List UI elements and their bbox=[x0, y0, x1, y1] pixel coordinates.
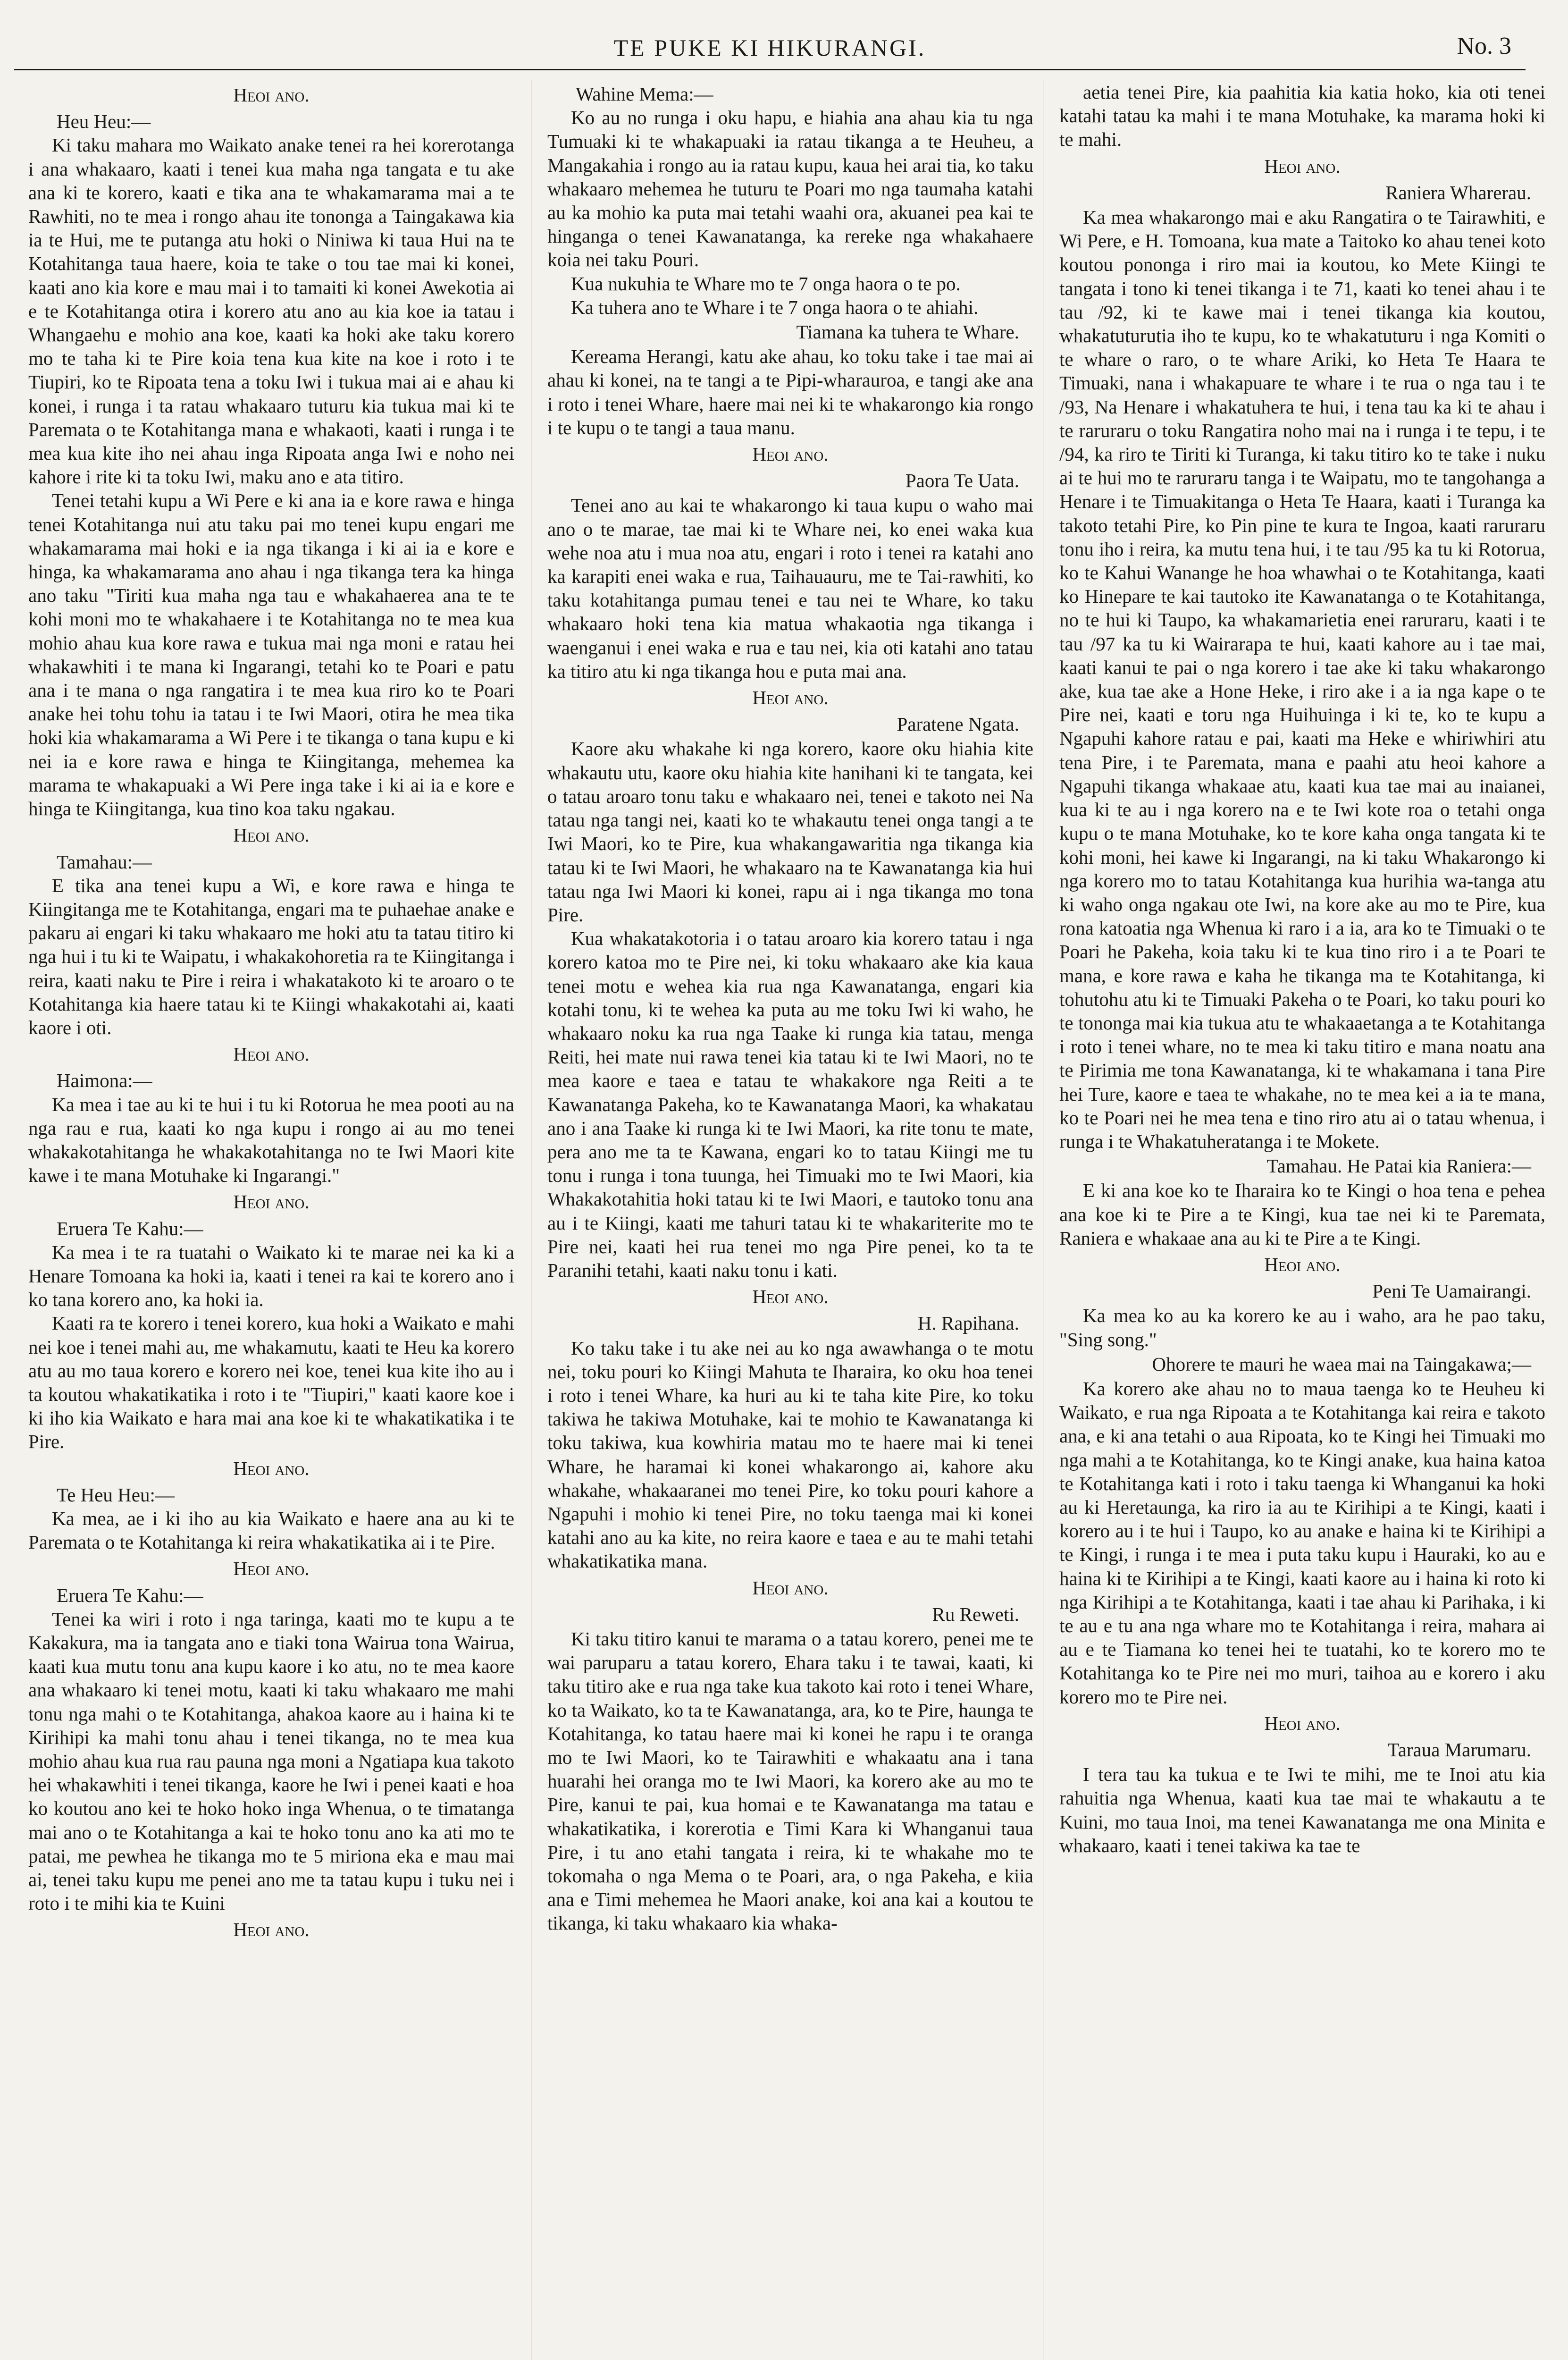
section-end-heading: Heoi ano. bbox=[752, 443, 829, 465]
section-end-heading: Heoi ano. bbox=[233, 1558, 310, 1580]
paragraph: aetia tenei Pire, kia paahitia kia katia hoko, kia oti tenei katahi tatau ka mahi i te mana Motuhake, ka marama hoki ki te mahi. bbox=[1059, 81, 1545, 151]
speaker-name: Wahine Mema:— bbox=[576, 83, 713, 105]
paragraph: Kereama Herangi, katu ake ahau, ko toku take i tae mai ai ahau ki konei, na te tangi a te Pipi-wharauroa, e tangi ake ana i roto i tenei Whare, haere mai nei ki te whakarongo kia rongo i te kupu o te tangi a taua manu. bbox=[547, 346, 1033, 438]
speaker-name: Te Heu Heu:— bbox=[57, 1483, 175, 1506]
speaker-signature: Ru Reweti. bbox=[932, 1603, 1019, 1625]
section-end-heading: Heoi ano. bbox=[233, 1191, 310, 1213]
column-2 bbox=[547, 80, 1033, 1935]
paragraph: E tika ana tenei kupu a Wi, e kore rawa e hinga te Kiingitanga me te Kotahitanga, engari ma te puhaehae anake e pakaru ai engari ki taku whakaaro me hoki atu ta tatau titiro ki nga hui i tu ki te Waipatu, i whakakohoretia ra te Kiingitanga i reira, kaati naku te Pire i reira i whakatakoto ki te aroaro o te Kotahitanga kia haere tatau ki te Kiingi whakakotahi ai, kaati kaore i oti. bbox=[28, 874, 514, 1038]
paragraph: Ki taku titiro kanui te marama o a tatau korero, penei me te wai paruparu a tatau korero, Ehara taku i te tawai, kaati, ki taku titiro ake e rua nga take kua takoto kai roto i tenei Whare, ko ta Waikato, ko ta te Kawanatanga, ara, ko te Pire, haunga te Kotahitanga, ko tatau haere mai ki konei he rapu i te oranga mo te Iwi Maori, ko te Tairawhiti e whakaatu ana i tana huarahi hei oranga mo te Iwi Maori, ka korero ake au mo te Pire, kanui te pai, kua homai e te Kawanatanga ma tatau e whakatikatika, i korerotia e Timi Kara ki Whanganui taua Pire, i tu ano etahi tangata i reira, ki te whakahe mo te tokomaha o nga Mema o te Poari, ara, o nga Pakeha, e kiia ana e Timi mehemea he Maori anake, koi ana kai a koutou te tikanga, ki taku whakaaro kia whaka- bbox=[547, 1628, 1033, 1934]
speaker-signature: Tiamana ka tuhera te Whare. bbox=[796, 321, 1019, 343]
paragraph: Ka mea, ae i ki iho au kia Waikato e haere ana au ki te Paremata o te Kotahitanga ki reira whakatikatika ai i te Pire. bbox=[28, 1507, 514, 1553]
speaker-signature: Tamahau. He Patai kia Raniera:— bbox=[1266, 1155, 1531, 1177]
paragraph: Ka tuhera ano te Whare i te 7 onga haora o te ahiahi. bbox=[571, 296, 979, 318]
speaker-signature: H. Rapihana. bbox=[917, 1312, 1019, 1334]
paragraph: Tenei tetahi kupu a Wi Pere e ki ana ia e kore rawa e hinga tenei Kotahitanga nui atu taku pai mo tenei kupu engari me whakamarama mai hoki e ia nga tikanga i ki ai ia e kore e hinga, ka whakamarama ano ahau i nga tikanga tera ka hinga ano taku "Tiriti kua maha nga tau e whakahaerea ana te te kohi moni mo te whakahaere i te Kotahitanga no te mea kua mohio ahau kua kore rawa e tukua mai nga moni e ratau hei whakawhiti i te mana ki Ingarangi, tetahi ko te Poari e patu ana i te mana o nga rangatira i te mea kua riro ko te Poari anake hei tohu tohu ia tatau i te Iwi Maori, otira he mea tika hoki kia whakamarama a Wi Pere i te tikanga o tana kupu e ki nei ia e kore rawa e hinga te Kiingitanga, mehemea ka marama te whakapuaki a Wi Pere inga take i ki ai ia e kore e hinga te Kiingitanga, kua tino koa taku ngakau. bbox=[28, 489, 514, 820]
section-end-heading: Heoi ano. bbox=[233, 84, 310, 106]
paragraph: Kaati ra te korero i tenei korero, kua hoki a Waikato e mahi nei koe i tenei mahi au, me whakamutu, kaati te Heu ka korero atu au mo taua korero e korero nei koe, tenei kua kite iho au i ta koutou whakatikatika i roto i te "Tiupiri," kaati kaore koe i ki iho kia Waikato e hara mai ana koe ki te whakatikatika i te Pire. bbox=[28, 1312, 514, 1453]
paragraph: Ka mea i tae au ki te hui i tu ki Rotorua he mea pooti au na nga rau e rua, kaati ko nga kupu i rongo ai au mo tenei whakakotahitanga he whakakotahitanga no te Iwi Maori kite kawe i te mana Motuhake ki Ingarangi." bbox=[28, 1093, 514, 1187]
section-end-heading: Heoi ano. bbox=[233, 824, 310, 846]
paragraph: Kua nukuhia te Whare mo te 7 onga haora o te po. bbox=[571, 272, 961, 295]
section-end-heading: Heoi ano. bbox=[1264, 1253, 1341, 1275]
issue-number: No. 3 bbox=[1457, 33, 1511, 59]
paragraph: Kaore aku whakahe ki nga korero, kaore oku hiahia kite whakautu utu, kaore oku hiahia kite hanihani ki te tangata, kei o tatau aroaro tonu taku e whakaaro nei, tenei e takoto nei Na tatau nga tangi nei, kaati ko te whakautu tenei onga tangi a te Iwi Maori, ko te Pire, kua whakangawaritia nga tikanga kia tatau ki te Iwi Maori, he whakaaro na te Kawanatanga kia hui tatau nga Iwi Maori ki konei, rapu ai i nga tikanga mo tona Pire. bbox=[547, 738, 1033, 926]
paragraph: Kua whakatakotoria i o tatau aroaro kia korero tatau i nga korero katoa mo te Pire nei, ki toku whakaaro ake kia kaua tenei motu e wehea kia rua nga Kawanatanga, engari kia kotahi tonu, ki te wehea ka puta au me toku Iwi ki waho, he whakaaro noku ka rua nga Taake ki runga kia tatau, menga Reiti, hei mate nui rawa tenei kia tatau ki te Iwi Maori, no te mea kaore e taea e tatau te whakakore nga Reiti a te Kawanatanga Pakeha, ko te Kawanatanga Maori, ka whakatau ano i ana Taake ki runga ki te Iwi Maori, ka rite tonu te mate, pera ano me ta te Kawana, engari ko to tatau Kiingi me tu tonu i runga i tona tuunga, hei Timuaki mo te Iwi Maori, kia Whakakotahitia hoki tatau ki te Iwi Maori, e tautoko tonu ana au i te Kiingi, kaati me tahuri tatau ki te whakariterite mo te Pire nei, kaati hei rua tenei mo nga Pire penei, ko ta te Paranihi tetahi, kaati naku tonu i kati. bbox=[547, 927, 1033, 1281]
speaker-name: Tamahau:— bbox=[57, 851, 152, 873]
speaker-signature: Peni Te Uamairangi. bbox=[1372, 1280, 1531, 1302]
speaker-signature: Ohorere te mauri he waea mai na Taingakawa;— bbox=[1152, 1353, 1531, 1375]
section-end-heading: Heoi ano. bbox=[1264, 1712, 1341, 1734]
paragraph: Ka mea whakarongo mai e aku Rangatira o te Tairawhiti, e Wi Pere, e H. Tomoana, kua mate a Taitoko ko ahau tenei koto koutou pononga i riro mai ia koutou, ko Mete Kiingi te tangata i tono ki tenei tikanga i te 71, kaati ko tenei ahau i te tau /92, ki te kawe mai i tenei tikanga kia koutou, whakatuturutia iho te kupu, ko te whakatuturu i nga Komiti o te whare o raro, o te whare Ariki, ko Heta Te Haara te Timuaki, nana i whakapuare te whare i te rua o nga tau i te /93, Na Henare i whakatuhera te hui, i tena tau ka ki te ahau i te raruraru o toku Rangatira noho mai na i runga i te tepu, i te /94, ka riro te Tiriti ki Turanga, ki taku titiro ko te take i nuku ai te hui mo te raruraru tanga i te Waipatu, mo te tangohanga a Henare i te Timuakitanga o Heta Te Haara, kaati i Turanga ka takoto tetahi Pire, ko Pin pine te kura te Ingoa, kaati raruraru tonu iho i reira, ka mutu tena hui, i te tau /95 ka tu ki Rotorua, ko te Kahui Wanange he hoa whawhai o te Kotahitanga, kaati ko Hinepare te kai tautoko ite Kawanatanga o te Kotahitanga, no te hui ki Taupo, ka whakamarietia enei raruraru, kaati i te tau /97 ka tu ki Wairarapa te hui, kaati kahore au i tae mai, kaati kanui te pai o nga korero i tae ake ki taku whakarongo ake, kua tae ake a Hone Heke, i riro ake i a ia nga kape o te Pire nei, kaati e toru nga Huihuinga i ki te, ko te kupu a Ngapuhi kahore ratau e pai, kaati ma Heke e whiriwhiri atu tena Pire, i te Paremata, mana e paahi atu heoi kahore a Ngapuhi tikanga whakaae atu, kaati kua tae mai au inaianei, kua ki te au i nga korero na e te Iwi kote roa o tetahi onga kupu o te mana Motuhake, ko te kore kaha onga tangata ki te kohi moni, hei kawe ki Ingarangi, na ki taku Whakarongo ki nga korero mo to tatau Kotahitanga kua hurihia wa-tanga atu ki waho onga ngakau ote Iwi, na kore ake au mo te Pire, kua rona katoatia nga Whenua ki raro i a ia, ara ko te Timuaki o te Poari he Pakeha, koia taku ki te kua tino riro i a te Poari te mana, e kore rawa e kaha he tikanga ma te Kotahitanga, ki tohutohu atu ki te Timuaki Pakeha o te Poari, ko taku pouri ko te tononga mai kia tukua atu te whakaaetanga a te Kotahitanga i roto i tenei whare, no te mea ki taku titiro e mana noatu ana te Pirimia me tona Kawanatanga, ki te whakamana i tana Pire hei Ture, kaore e taea te whakahe, no te mea kei a ia te mana, ko te Poari nei he mea tena e tino riro atu ai o tatau whenua, i runga i te Whakatuheratanga i te Mokete. bbox=[1059, 206, 1545, 1152]
section-end-heading: Heoi ano. bbox=[752, 1286, 829, 1308]
masthead-title: TE PUKE KI HIKURANGI. bbox=[613, 34, 926, 61]
speaker-signature: Paratene Ngata. bbox=[897, 713, 1019, 735]
speaker-name: Eruera Te Kahu:— bbox=[57, 1217, 203, 1239]
column-1 bbox=[28, 80, 514, 1945]
section-end-heading: Heoi ano. bbox=[1264, 155, 1341, 177]
speaker-signature: Paora Te Uata. bbox=[905, 470, 1019, 492]
section-end-heading: Heoi ano. bbox=[752, 1576, 829, 1599]
section-end-heading: Heoi ano. bbox=[752, 687, 829, 709]
paragraph: Ka korero ake ahau no to maua taenga ko te Heuheu ki Waikato, e rua nga Ripoata a te Kotahitanga kai reira e takoto ana, e ki ana tetahi o aua Ripoata, ko te Kingi hei Timuaki mo nga mahi a te Kotahitanga, ko te Kingi anake, kua haina katoa te Kotahitanga kati i roto i taku taenga ki Whanganui ka hoki au ki Heretaunga, ka riro ia au te Kirihipi a te Kingi, kaati i korero au i te hui i Taupo, ko au anake e haina ki te Kirihipi a te Kingi, i runga i te mea i puta taku kupu i Hauraki, ko au e haina ki te Kirihipi a te Kingi, kaati kaore au i haina ki roto ki nga Kirihipi a te Kotahitanga, kaati i tae ahau ki Parihaka, i ki te au e tu ana nga whare mo te Kotahitanga i reira, mahara ai au e te Tiamana ko tenei hei te tuatahi, ko te korero mo te Kotahitanga ko te Pire nei mo muri, taihoa au e korero i aku korero mo te Pire nei. bbox=[1059, 1377, 1545, 1708]
column-3 bbox=[1059, 80, 1545, 1857]
speaker-signature: Taraua Marumaru. bbox=[1387, 1739, 1531, 1761]
paragraph: Ki taku mahara mo Waikato anake tenei ra hei korerotanga i ana whakaaro, kaati i tenei kua maha nga tangata e tu ake ana ki te korero, kaati e tika ana te whakamarama mai a te Rawhiti, no te mea i rongo ahau ite tononga a Taingakawa kia ia te Hui, me te putanga atu hoki o Niniwa ki taua Hui na te Kotahitanga taua haere, koia te take o tou tae mai ki konei, kaati ano kia kore e mau mai i to tamaiti ki konei Awekotia ai e te Kotahitanga otira i korero atu ano au kia koe ia tatau i Whangaehu e mohio ana koe, kaati ka hoki ake taku korero mo te taha ki te Pire koia tena kua kite na koe i roto i te Tiupiri, ko te Ripoata tena a toku Iwi i tukua mai ai e ahau ki konei, i runga i ta ratau whakaaro tuturu kia tukua mai ki te Paremata o te Kotahitanga mana e whakaoti, kaati i runga i te mea kua kite iho nei ahau inga Ripoata anga Iwi e noho nei kahore i rite ki ta toku Iwi, maku ano e ata titiro. bbox=[28, 134, 514, 488]
paragraph: Tenei ano au kai te whakarongo ki taua kupu o waho mai ano o te marae, tae mai ki te Whare nei, ko enei waka kua wehe noa atu i mua noa atu, engari i roto i tenei ra katahi ano ka karapiti enei waka e rua, Taihauauru, me te Tai-rawhiti, ko taku kotahitanga pumau tenei e tau nei te Whare, ko taku whakaaro hoki tena kia matua whakaotia nga tikanga i waenganui i enei waka e rua e tau nei, kia oti katahi ano tatau ka titiro atu ki nga tikanga hou e puta mai ana. bbox=[547, 494, 1033, 682]
speaker-signature: Raniera Wharerau. bbox=[1385, 181, 1531, 203]
paragraph: I tera tau ka tukua e te Iwi te mihi, me te Inoi atu kia rahuitia nga Whenua, kaati kua tae mai te whakautu a te Kuini, mo taua Inoi, ma tenei Kawanatanga me ona Minita e whakaaro, kaati i tenei takiwa ka tae te bbox=[1059, 1763, 1545, 1856]
section-end-heading: Heoi ano. bbox=[233, 1457, 310, 1479]
paragraph: Tenei ka wiri i roto i nga taringa, kaati mo te kupu a te Kakakura, ma ia tangata ano e tiaki tona Wairua tona Wairua, kaati kua mutu tonu ana kupu kaore i ko atu, no te mea kaore ana whakaaro ki tenei motu, kaati ki taku whakaaro me mahi tonu nga mahi o te Kotahitanga, ahakoa kaore au i haina ki te Kirihipi ka mahi tonu ahau i tenei tikanga, no te mea kua mohio ahau kua rua rau pauna nga moni a Ngatiapa kua takoto hei whakawhiti i tenei tikanga, kaore he Iwi i penei kaati e hoa ko koutou ano kei te hoko hoko inga Whenua, o te timatanga mai ano o te Kotahitanga a kai te hoko tonu ano ka ati mo te patai, me pewhea he tikanga mo te 5 miriona eka e mau mai ai, tenei taku kupu me penei ano me ta tatau kupu i tuku nei i roto i te mihi kia te Kuini bbox=[28, 1608, 514, 1914]
section-end-heading: Heoi ano. bbox=[233, 1919, 310, 1941]
paragraph: Ka mea ko au ka korero ke au i waho, ara he pao taku, "Sing song." bbox=[1059, 1305, 1545, 1350]
speaker-name: Eruera Te Kahu:— bbox=[57, 1584, 203, 1606]
paragraph: Ka mea i te ra tuatahi o Waikato ki te marae nei ka ki a Henare Tomoana ka hoki ia, kaati i tenei ra kai te korero ano i ko tana korero ano, ka hoki ia. bbox=[28, 1241, 514, 1311]
masthead bbox=[14, 18, 1526, 70]
paragraph: Ko taku take i tu ake nei au ko nga awawhanga o te motu nei, toku pouri ko Kiingi Mahuta te Iharaira, ko oku hoa tenei i roto i tenei Whare, ka huri au ki te taha kite Pire, ko toku takiwa he takiwa Motuhake, kai te mohio te Kawanatanga ki toku takiwa, kua kowhiria matau mo te haere mai ki tenei Whare, he haramai ki konei whakarongo ai, kahore aku whakahe, whakaaranei mo tenei Pire, ko toku pouri kahore a Ngapuhi i mohio ki tenei Pire, no toku taenga mai ki konei katahi ano au ka kite, no reira kaore e taea e au te mahi tetahi whakatikatika mana. bbox=[547, 1337, 1033, 1572]
masthead-rule bbox=[14, 69, 1526, 70]
speaker-name: Haimona:— bbox=[57, 1070, 152, 1092]
section-end-heading: Heoi ano. bbox=[233, 1043, 310, 1065]
paragraph: E ki ana koe ko te Iharaira ko te Kingi o hoa tena e pehea ana koe ki te Pire a te Kingi, kua tae nei ki te Paremata, Raniera e whakaae ana au ki te Pire a te Kingi. bbox=[1059, 1180, 1545, 1249]
speaker-name: Heu Heu:— bbox=[57, 110, 151, 133]
paragraph: Ko au no runga i oku hapu, e hiahia ana ahau kia tu nga Tumuaki ki te whakapuaki ia ratau tikanga a te Heuheu, a Mangakahia i rongo au ia ratau kupu, kaua hei arai tia, ko taku whakaaro mehemea he tuturu te Poari mo nga taumaha katahi au ka mohio ka puta mai tetahi waahi ora, akuanei pea kai te hinganga o tenei Kawanatanga, ka rereke nga whakahaere koia nei taku Pouri. bbox=[547, 107, 1033, 271]
